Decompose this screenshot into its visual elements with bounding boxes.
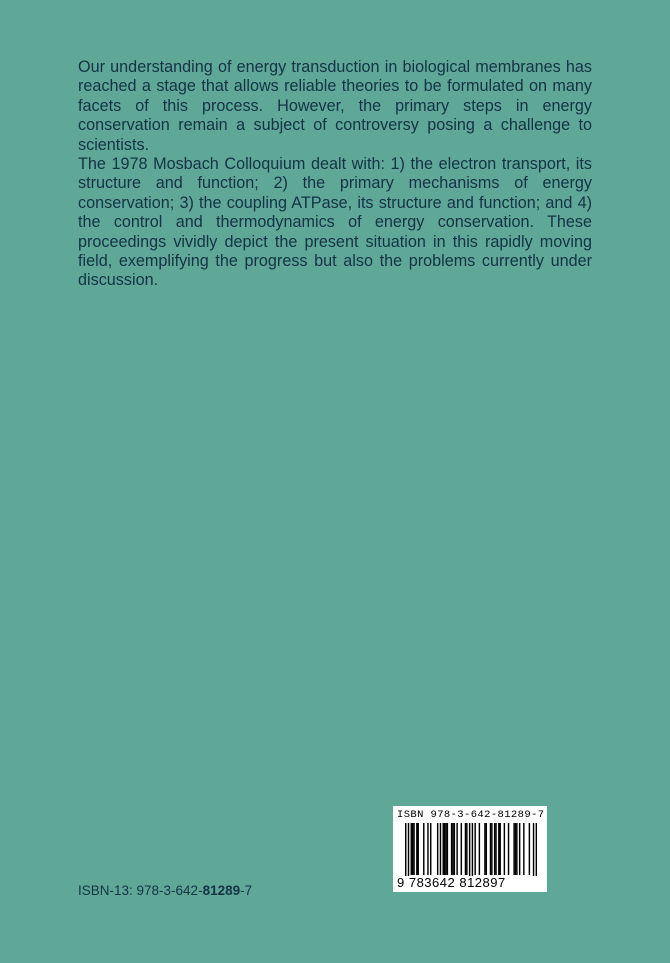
isbn-13-label xyxy=(78,883,252,898)
barcode-bar xyxy=(444,823,445,875)
barcode-bar xyxy=(443,823,444,875)
barcode-bar xyxy=(515,823,516,875)
barcode-bar xyxy=(411,823,412,875)
barcode-bar xyxy=(472,823,473,879)
barcode-bar xyxy=(533,823,534,879)
barcode-bar xyxy=(413,823,414,875)
barcode-bar xyxy=(484,823,485,875)
barcode-bar xyxy=(456,823,457,875)
barcode-bar xyxy=(437,823,438,875)
barcode-bar xyxy=(452,823,453,875)
barcode-bar xyxy=(405,823,406,879)
barcode-bar xyxy=(479,823,480,875)
barcode-bar xyxy=(486,823,487,875)
barcode-bar xyxy=(490,823,491,875)
barcode-bar xyxy=(466,823,467,875)
barcode-bar xyxy=(412,823,413,875)
barcode-bar xyxy=(536,823,537,879)
barcode-bar xyxy=(495,823,496,875)
barcode-bar xyxy=(529,823,530,875)
barcode-bar xyxy=(523,823,524,875)
barcode-bar xyxy=(494,823,495,875)
isbn-13-bold: 81289 xyxy=(202,883,241,898)
barcode-bar xyxy=(491,823,492,875)
barcode-bar xyxy=(498,823,499,875)
barcode-bar xyxy=(416,823,417,875)
barcode-bar xyxy=(418,823,419,875)
barcode-bar xyxy=(427,823,428,875)
barcode-bar xyxy=(513,823,514,875)
barcode-bar xyxy=(423,823,424,875)
barcode-bar xyxy=(451,823,452,875)
barcode-bar xyxy=(461,823,462,875)
barcode-bar xyxy=(469,823,470,879)
barcode-bar xyxy=(445,823,446,875)
barcode-bar xyxy=(447,823,448,875)
barcode-bar xyxy=(508,823,509,875)
blurb-paragraph-2: The 1978 Mosbach Colloquium dealt with: 1) the electron transport, its structure and function; 2) the primary mechanisms of energy conservation; 3) the coupling ATPase, its structure and function; and 4) the control and thermodynamics of energy conservation. These proceedings vividly depict the present situation in this rapidly moving field, exemplifying the progress but also the problems currently under discussion. xyxy=(78,155,592,290)
barcode-bar xyxy=(440,823,441,875)
barcode-bar xyxy=(519,823,520,875)
barcode-bar xyxy=(430,823,431,875)
barcode-bar xyxy=(454,823,455,875)
blurb-paragraph-1: Our understanding of energy transduction in biological membranes has reached a stage that allows reliable theories to be formulated on many facets of this process. However, the primary steps in energy conservation remain a subject of controversy posing a challenge to scientists. xyxy=(78,58,592,154)
barcode-bar xyxy=(499,823,500,875)
isbn-barcode xyxy=(393,806,547,892)
barcode-bars xyxy=(405,823,537,879)
isbn-13-suffix: -7 xyxy=(240,883,253,898)
barcode-bar xyxy=(465,823,466,875)
barcode-bar xyxy=(474,823,475,875)
barcode-bar xyxy=(504,823,505,875)
barcode-isbn-text: ISBN 978-3-642-81289-7 xyxy=(397,809,545,821)
isbn-13-prefix: ISBN-13: 978-3-642- xyxy=(78,883,203,898)
barcode-bar xyxy=(408,823,409,879)
description-blurb xyxy=(78,58,592,291)
barcode-bar xyxy=(516,823,517,875)
barcode-digits: 9 783642 812897 xyxy=(397,876,543,890)
